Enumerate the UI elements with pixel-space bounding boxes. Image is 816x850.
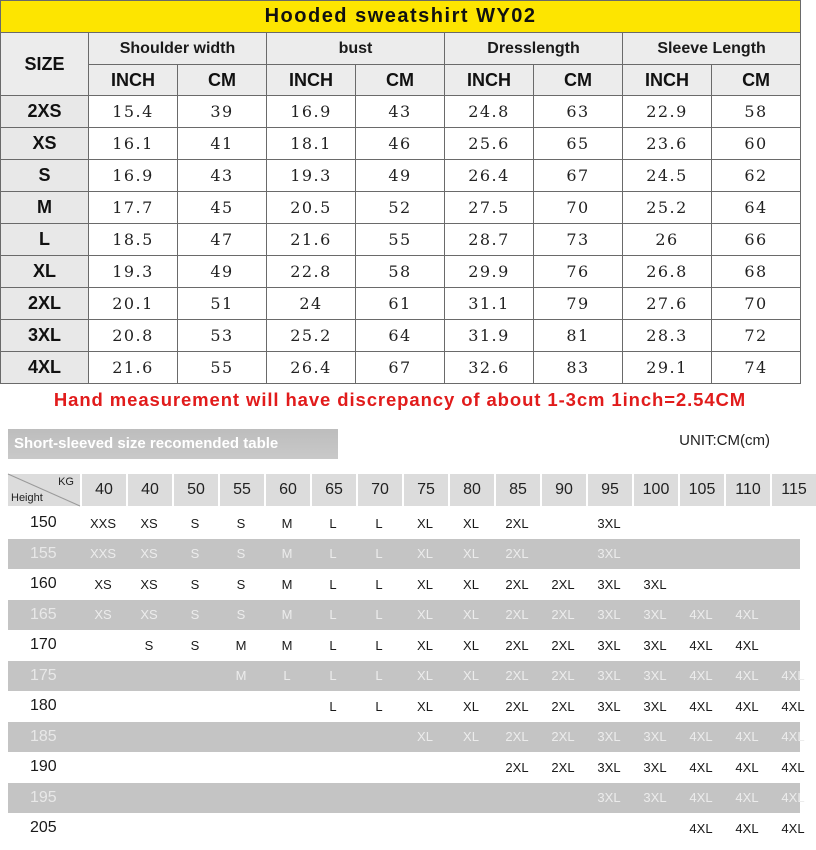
recommended-size-cell: L <box>329 698 337 714</box>
measurement-cell: 73 <box>534 224 623 256</box>
recommended-size-cell: 3XL <box>597 698 621 714</box>
size-row <box>1 160 801 192</box>
size-label: XS <box>1 128 89 160</box>
measurement-cell: 64 <box>712 192 801 224</box>
size-label: 2XS <box>1 96 89 128</box>
measurement-cell: 20.1 <box>89 288 178 320</box>
height-label: Height <box>11 492 43 504</box>
recommended-size-cell: L <box>329 637 337 653</box>
measurement-cell: 63 <box>534 96 623 128</box>
measurement-cell: 28.7 <box>445 224 534 256</box>
weight-header: 80 <box>450 474 494 506</box>
recommended-size-table <box>8 472 807 844</box>
recommended-size-cell: 4XL <box>689 637 713 653</box>
recommended-size-cell: XL <box>417 576 433 592</box>
measurement-cell: 24.8 <box>445 96 534 128</box>
measurement-cell: 19.3 <box>89 256 178 288</box>
measurement-cell: 16.1 <box>89 128 178 160</box>
measurement-cell: 51 <box>178 288 267 320</box>
recommended-size-cell: XL <box>417 668 433 684</box>
weight-header: 40 <box>128 474 172 506</box>
measurement-cell: 55 <box>178 352 267 384</box>
measurement-cell: 47 <box>178 224 267 256</box>
height-label: 175 <box>30 666 57 684</box>
kg-label: KG <box>58 476 74 488</box>
unit-header: INCH <box>89 65 178 96</box>
size-label: 4XL <box>1 352 89 384</box>
recommended-size-cell: 2XL <box>505 729 529 745</box>
height-row <box>8 539 800 570</box>
weight-header: 70 <box>358 474 402 506</box>
weight-header: 65 <box>312 474 356 506</box>
height-label: 205 <box>30 819 57 837</box>
recommended-size-cell: 3XL <box>597 515 621 531</box>
measurement-cell: 17.7 <box>89 192 178 224</box>
unit-header: CM <box>178 65 267 96</box>
measurement-cell: 15.4 <box>89 96 178 128</box>
height-row <box>8 630 800 661</box>
size-column-header: SIZE <box>1 33 89 96</box>
recommended-size-cell: 3XL <box>643 729 667 745</box>
size-label: S <box>1 160 89 192</box>
measurement-cell: 20.8 <box>89 320 178 352</box>
height-label: 165 <box>30 605 57 623</box>
measurement-cell: 66 <box>712 224 801 256</box>
recommended-size-cell: M <box>281 607 293 623</box>
recommended-size-cell: XL <box>463 729 479 745</box>
size-row <box>1 256 801 288</box>
size-row <box>1 352 801 384</box>
unit-header: CM <box>534 65 623 96</box>
recommended-size-cell: 2XL <box>505 546 529 562</box>
weight-header: 40 <box>82 474 126 506</box>
recommended-size-cell: 4XL <box>735 698 759 714</box>
recommended-size-cell: S <box>236 515 246 531</box>
height-row <box>8 691 805 722</box>
recommended-size-cell: L <box>329 668 337 684</box>
recommended-size-cell: 2XL <box>551 759 575 775</box>
unit-header: CM <box>356 65 445 96</box>
recommended-size-cell: L <box>375 576 383 592</box>
measurement-cell: 16.9 <box>267 96 356 128</box>
measurement-cell: 26.4 <box>445 160 534 192</box>
recommended-size-cell: 3XL <box>597 790 621 806</box>
recommended-size-cell: 3XL <box>597 546 621 562</box>
recommended-size-cell: 4XL <box>735 637 759 653</box>
unit-header: INCH <box>267 65 356 96</box>
unit-header: INCH <box>623 65 712 96</box>
unit-header: INCH <box>445 65 534 96</box>
recommended-size-cell: 2XL <box>551 668 575 684</box>
measurement-cell: 65 <box>534 128 623 160</box>
measurement-cell: 70 <box>534 192 623 224</box>
measurement-cell: 29.1 <box>623 352 712 384</box>
measurement-cell: 29.9 <box>445 256 534 288</box>
recommended-size-cell: 3XL <box>597 729 621 745</box>
height-row <box>8 722 805 753</box>
recommended-size-cell: S <box>236 546 246 562</box>
shoulder-width-header: Shoulder width <box>89 33 267 65</box>
measurement-cell: 28.3 <box>623 320 712 352</box>
measurement-cell: 53 <box>178 320 267 352</box>
recommended-size-cell: XL <box>463 668 479 684</box>
recommended-size-cell: 2XL <box>551 607 575 623</box>
recommended-size-cell: L <box>375 515 383 531</box>
weight-header: 60 <box>266 474 310 506</box>
recommended-size-cell: 3XL <box>643 576 667 592</box>
measurement-cell: 45 <box>178 192 267 224</box>
size-row <box>1 96 801 128</box>
measurement-cell: 32.6 <box>445 352 534 384</box>
measurement-cell: 31.1 <box>445 288 534 320</box>
recommended-table-title: Short-sleeved size recomended table <box>8 429 338 459</box>
measurement-cell: 31.9 <box>445 320 534 352</box>
size-label: 2XL <box>1 288 89 320</box>
measurement-cell: 21.6 <box>267 224 356 256</box>
recommended-size-cell: S <box>190 637 200 653</box>
dress-length-header: Dresslength <box>445 33 623 65</box>
recommended-size-cell: 2XL <box>551 698 575 714</box>
measurement-cell: 49 <box>178 256 267 288</box>
measurement-cell: 60 <box>712 128 801 160</box>
recommended-size-cell: S <box>236 576 246 592</box>
measurement-cell: 22.8 <box>267 256 356 288</box>
recommended-size-cell: 4XL <box>689 820 713 836</box>
recommended-size-cell: L <box>283 668 291 684</box>
recommended-size-cell: M <box>235 637 247 653</box>
recommended-size-cell: 2XL <box>551 637 575 653</box>
height-label: 185 <box>30 727 57 745</box>
size-row <box>1 320 801 352</box>
recommended-size-cell: M <box>281 546 293 562</box>
recommended-size-cell: S <box>144 637 154 653</box>
weight-header: 115 <box>772 474 816 506</box>
size-row <box>1 224 801 256</box>
recommended-size-cell: XS <box>94 607 112 623</box>
measurement-cell: 26.8 <box>623 256 712 288</box>
recommended-size-cell: L <box>375 637 383 653</box>
measurement-cell: 22.9 <box>623 96 712 128</box>
recommended-size-cell: XL <box>463 576 479 592</box>
recommended-size-cell: L <box>375 698 383 714</box>
recommended-size-cell: XXS <box>89 546 116 562</box>
recommended-size-cell: XL <box>417 515 433 531</box>
recommended-size-cell: XXS <box>89 515 116 531</box>
height-row <box>8 569 800 600</box>
recommended-size-cell: L <box>329 546 337 562</box>
recommended-size-cell: XL <box>417 698 433 714</box>
measurement-cell: 21.6 <box>89 352 178 384</box>
recommended-size-cell: 2XL <box>505 668 529 684</box>
recommended-size-cell: 3XL <box>597 576 621 592</box>
recommended-size-cell: 4XL <box>781 790 805 806</box>
measurement-cell: 67 <box>356 352 445 384</box>
recommended-size-cell: 2XL <box>505 515 529 531</box>
recommended-size-cell: XL <box>463 546 479 562</box>
recommended-size-cell: XL <box>463 698 479 714</box>
measurement-cell: 62 <box>712 160 801 192</box>
recommended-size-cell: L <box>375 546 383 562</box>
recommended-size-cell: XS <box>140 546 158 562</box>
measurement-cell: 25.2 <box>623 192 712 224</box>
recommended-size-cell: XS <box>94 576 112 592</box>
measurement-cell: 39 <box>178 96 267 128</box>
height-label: 155 <box>30 544 57 562</box>
size-row <box>1 288 801 320</box>
recommended-size-cell: S <box>236 607 246 623</box>
size-label: L <box>1 224 89 256</box>
recommended-size-cell: 4XL <box>781 820 805 836</box>
product-title: Hooded sweatshirt WY02 <box>1 1 801 33</box>
recommended-size-cell: 2XL <box>505 759 529 775</box>
height-row <box>8 600 800 631</box>
sleeve-length-header: Sleeve Length <box>623 33 801 65</box>
recommended-size-cell: M <box>281 576 293 592</box>
recommended-size-cell: 2XL <box>505 637 529 653</box>
height-row <box>8 661 805 692</box>
recommended-size-cell: 3XL <box>597 759 621 775</box>
size-row <box>1 128 801 160</box>
recommended-size-cell: L <box>329 576 337 592</box>
measurement-cell: 25.2 <box>267 320 356 352</box>
weight-header: 55 <box>220 474 264 506</box>
recommended-size-cell: 3XL <box>597 637 621 653</box>
measurement-cell: 26 <box>623 224 712 256</box>
recommended-size-cell: 3XL <box>597 607 621 623</box>
recommended-size-cell: XL <box>417 546 433 562</box>
height-label: 180 <box>30 697 57 715</box>
recommended-size-cell: S <box>190 515 200 531</box>
recommended-size-cell: XL <box>417 607 433 623</box>
recommended-size-cell: XS <box>140 515 158 531</box>
measurement-cell: 18.5 <box>89 224 178 256</box>
recommended-size-cell: XL <box>463 607 479 623</box>
measurement-cell: 49 <box>356 160 445 192</box>
measurement-cell: 81 <box>534 320 623 352</box>
recommended-size-cell: 4XL <box>689 607 713 623</box>
measurement-cell: 25.6 <box>445 128 534 160</box>
measurement-cell: 58 <box>712 96 801 128</box>
height-label: 160 <box>30 575 57 593</box>
recommended-size-cell: M <box>281 637 293 653</box>
recommended-size-cell: XL <box>463 637 479 653</box>
recommended-size-cell: 4XL <box>735 729 759 745</box>
measurement-cell: 20.5 <box>267 192 356 224</box>
measurement-cell: 67 <box>534 160 623 192</box>
height-row <box>8 783 805 814</box>
recommended-size-cell: 2XL <box>551 729 575 745</box>
unit-label: UNIT:CM(cm) <box>679 432 770 449</box>
weight-header: 50 <box>174 474 218 506</box>
recommended-size-cell: 4XL <box>735 607 759 623</box>
recommended-size-cell: S <box>190 546 200 562</box>
weight-header: 75 <box>404 474 448 506</box>
measurement-cell: 24.5 <box>623 160 712 192</box>
height-row <box>8 752 805 783</box>
recommended-size-cell: L <box>375 607 383 623</box>
recommended-size-cell: 3XL <box>643 607 667 623</box>
weight-header: 90 <box>542 474 586 506</box>
recommended-size-cell: 2XL <box>505 698 529 714</box>
measurement-cell: 64 <box>356 320 445 352</box>
recommended-size-cell: S <box>190 607 200 623</box>
recommended-size-cell: 4XL <box>781 759 805 775</box>
measurement-cell: 41 <box>178 128 267 160</box>
recommended-size-cell: S <box>190 576 200 592</box>
size-chart-table <box>0 0 801 384</box>
measurement-cell: 52 <box>356 192 445 224</box>
measurement-cell: 43 <box>178 160 267 192</box>
recommended-size-cell: 3XL <box>643 759 667 775</box>
measurement-cell: 23.6 <box>623 128 712 160</box>
weight-header: 95 <box>588 474 632 506</box>
measurement-cell: 61 <box>356 288 445 320</box>
recommended-size-cell: M <box>235 668 247 684</box>
recommended-size-cell: 2XL <box>551 576 575 592</box>
recommended-size-cell: 4XL <box>689 698 713 714</box>
weight-header-row <box>8 472 807 508</box>
measurement-cell: 46 <box>356 128 445 160</box>
size-label: 3XL <box>1 320 89 352</box>
recommended-size-cell: 2XL <box>505 576 529 592</box>
recommended-size-cell: 4XL <box>735 759 759 775</box>
size-label: XL <box>1 256 89 288</box>
recommended-size-cell: 4XL <box>735 820 759 836</box>
recommended-size-cell: XL <box>463 515 479 531</box>
measurement-cell: 68 <box>712 256 801 288</box>
recommended-size-cell: 4XL <box>781 668 805 684</box>
height-label: 150 <box>30 514 57 532</box>
recommended-size-cell: 4XL <box>689 790 713 806</box>
recommended-size-cell: 4XL <box>689 668 713 684</box>
recommended-size-cell: 4XL <box>735 790 759 806</box>
recommended-size-cell: 3XL <box>643 637 667 653</box>
height-row <box>8 508 800 539</box>
recommended-size-cell: 4XL <box>689 759 713 775</box>
measurement-cell: 27.6 <box>623 288 712 320</box>
measurement-cell: 79 <box>534 288 623 320</box>
measurement-cell: 70 <box>712 288 801 320</box>
measurement-cell: 74 <box>712 352 801 384</box>
size-row <box>1 192 801 224</box>
recommended-size-cell: 3XL <box>643 698 667 714</box>
measurement-cell: 76 <box>534 256 623 288</box>
recommended-size-cell: 4XL <box>735 668 759 684</box>
unit-header: CM <box>712 65 801 96</box>
weight-header: 100 <box>634 474 678 506</box>
recommended-size-cell: XS <box>140 607 158 623</box>
height-weight-corner <box>8 474 80 506</box>
bust-header: bust <box>267 33 445 65</box>
weight-header: 105 <box>680 474 724 506</box>
weight-header: 110 <box>726 474 770 506</box>
measurement-cell: 18.1 <box>267 128 356 160</box>
measurement-cell: 55 <box>356 224 445 256</box>
measurement-cell: 27.5 <box>445 192 534 224</box>
recommended-size-cell: 3XL <box>597 668 621 684</box>
height-label: 195 <box>30 788 57 806</box>
measurement-cell: 16.9 <box>89 160 178 192</box>
measurement-cell: 58 <box>356 256 445 288</box>
recommended-size-cell: 4XL <box>781 729 805 745</box>
size-label: M <box>1 192 89 224</box>
recommended-size-cell: L <box>329 607 337 623</box>
recommended-size-cell: 3XL <box>643 790 667 806</box>
measurement-cell: 43 <box>356 96 445 128</box>
recommended-size-cell: M <box>281 515 293 531</box>
recommended-size-cell: 4XL <box>781 698 805 714</box>
recommended-size-cell: 2XL <box>505 607 529 623</box>
recommended-size-cell: L <box>375 668 383 684</box>
measurement-cell: 24 <box>267 288 356 320</box>
height-label: 170 <box>30 636 57 654</box>
weight-header: 85 <box>496 474 540 506</box>
height-label: 190 <box>30 758 57 776</box>
measurement-cell: 83 <box>534 352 623 384</box>
measurement-cell: 72 <box>712 320 801 352</box>
recommended-size-cell: L <box>329 515 337 531</box>
measurement-cell: 26.4 <box>267 352 356 384</box>
recommended-size-cell: 3XL <box>643 668 667 684</box>
measurement-note: Hand measurement will have discrepancy of about 1-3cm 1inch=2.54CM <box>53 389 747 410</box>
recommended-size-cell: 4XL <box>689 729 713 745</box>
recommended-size-cell: XL <box>417 729 433 745</box>
recommended-size-cell: XL <box>417 637 433 653</box>
measurement-cell: 19.3 <box>267 160 356 192</box>
recommended-size-cell: XS <box>140 576 158 592</box>
height-row <box>8 813 805 844</box>
